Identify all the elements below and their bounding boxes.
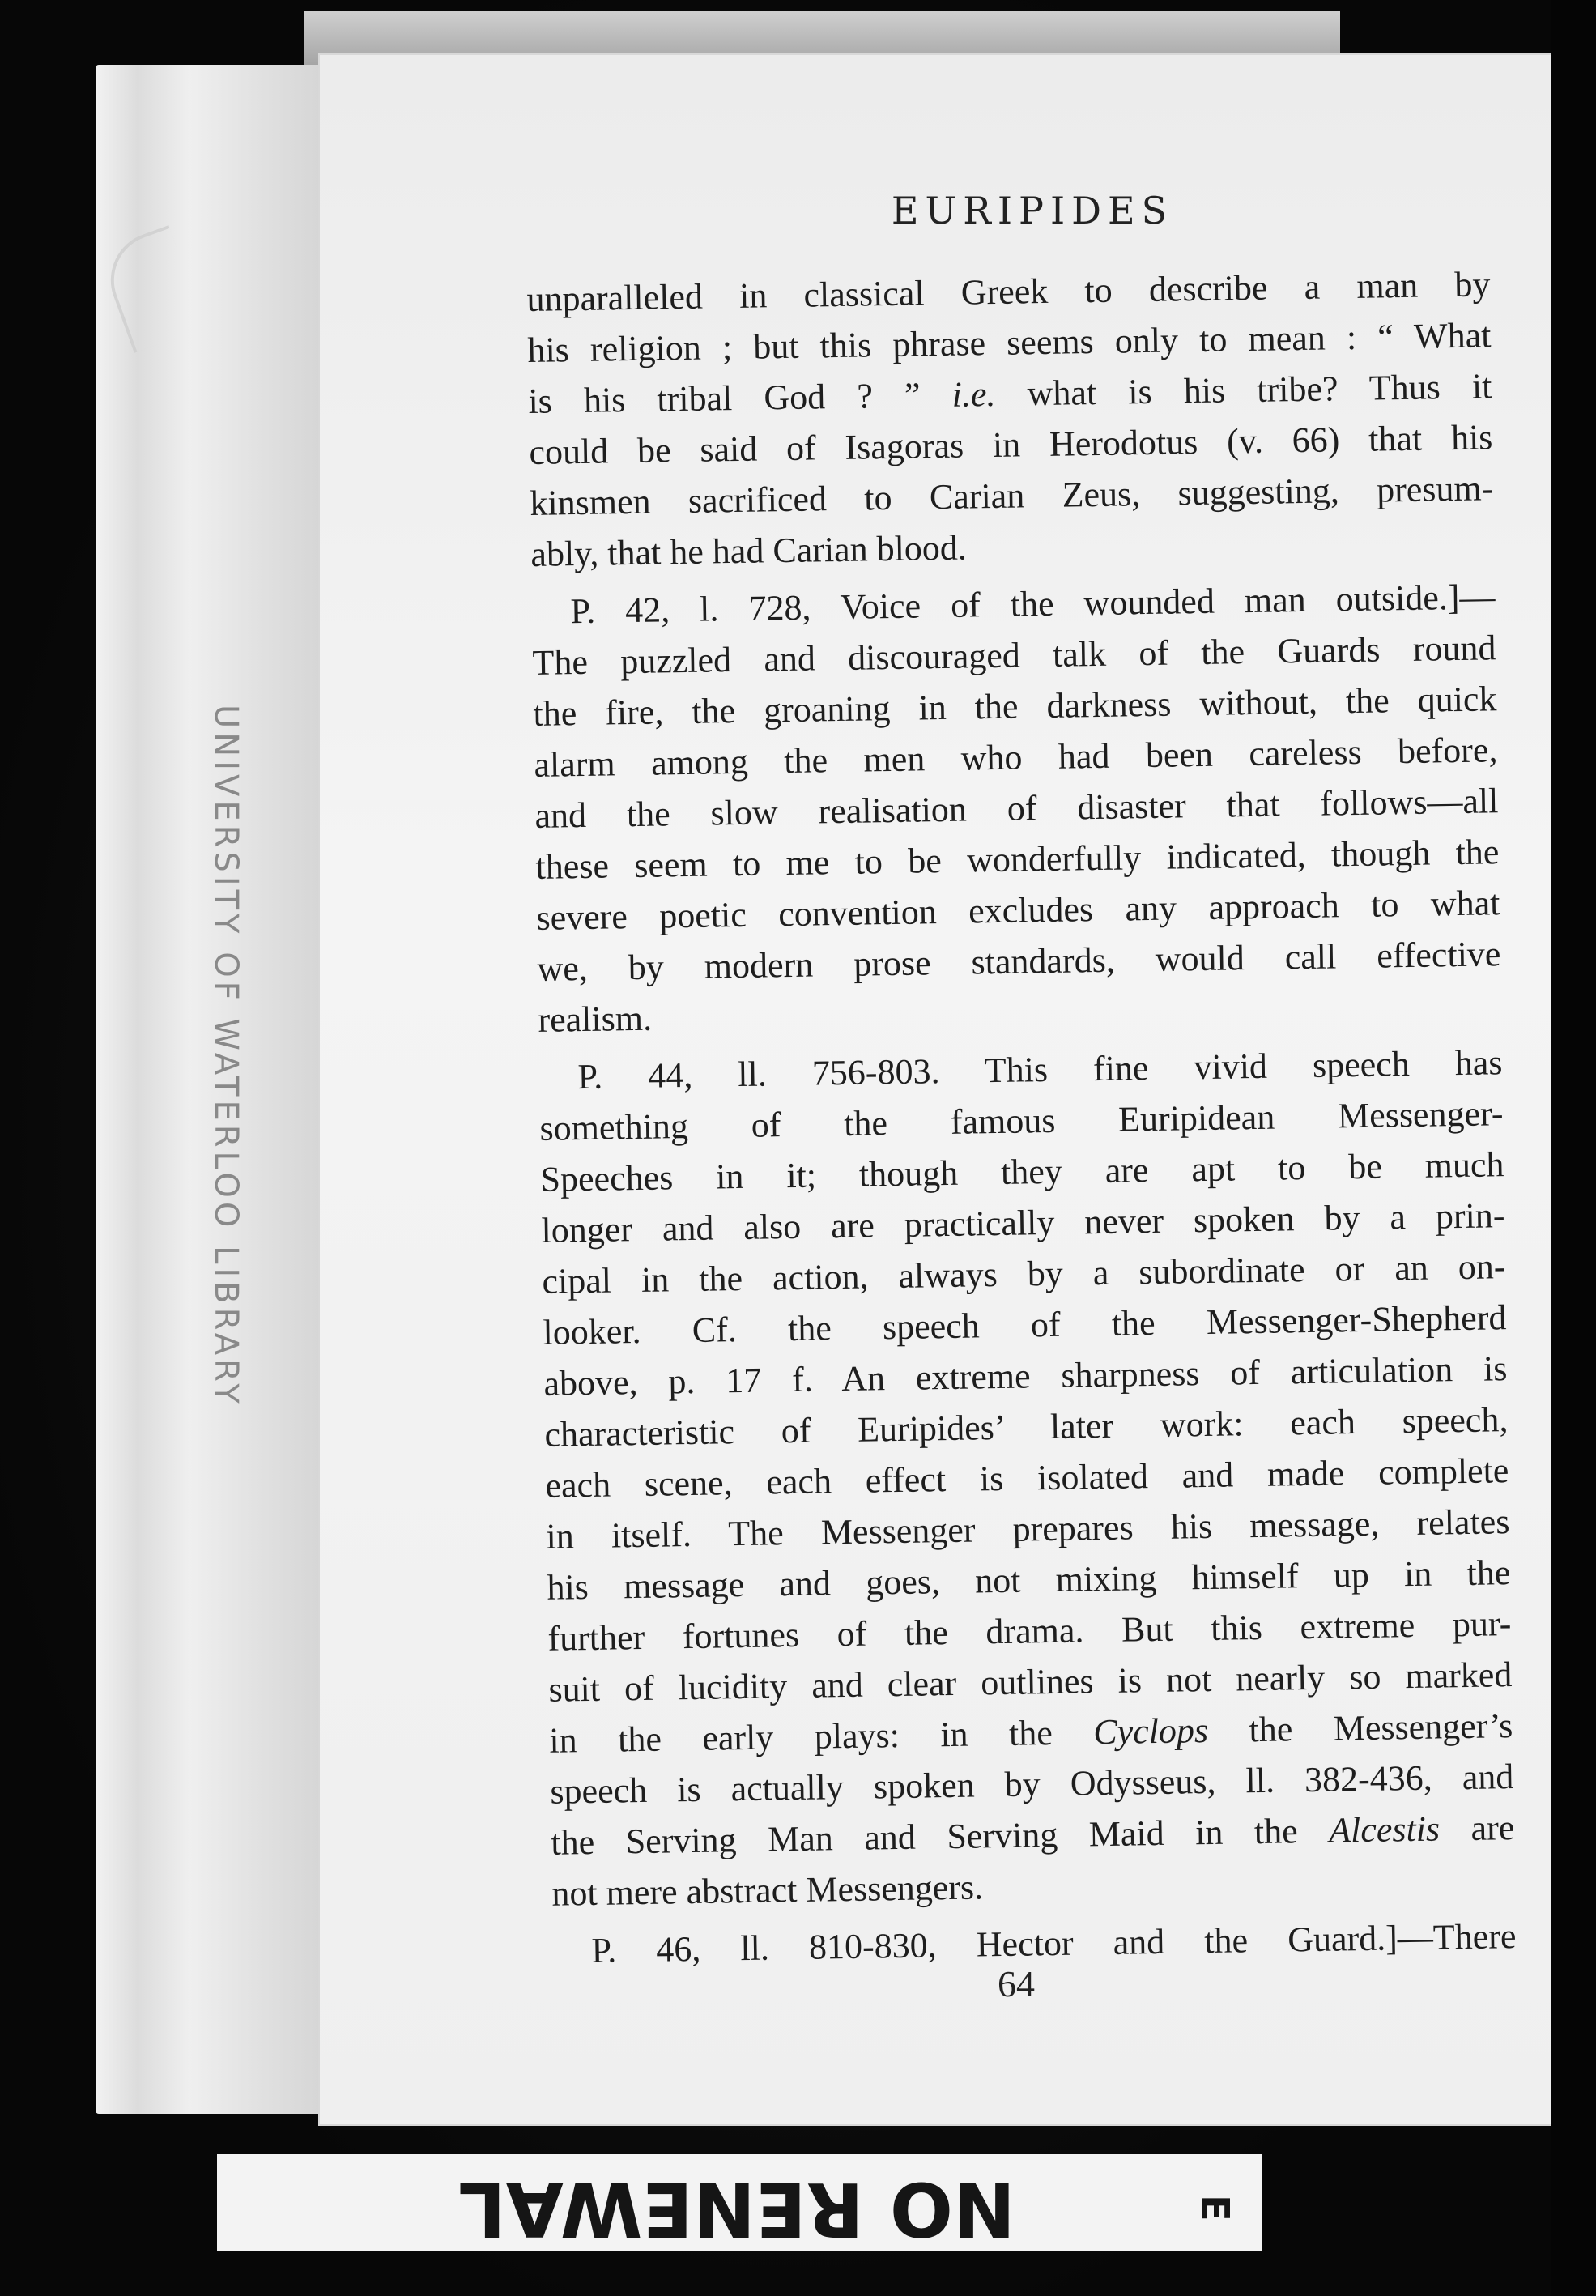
right-shadow-edge	[1551, 0, 1596, 2296]
text-line: the Serving Man and Serving Maid in the Alcestis are	[551, 1808, 1515, 1863]
running-head: EURIPIDES	[891, 189, 1174, 232]
text-line: realism.	[538, 998, 653, 1040]
italic-term: Alcestis	[1328, 1808, 1441, 1851]
book-page	[320, 55, 1551, 2124]
text-line: his message and goes, not mixing himself up in the	[547, 1553, 1511, 1608]
text-line: looker. Cf. the speech of the Messenger-Shepherd	[543, 1297, 1507, 1352]
text-line: and the slow realisation of disaster that follows—all	[534, 781, 1499, 836]
text-line: could be said of Isagoras in Herodotus (v. 66) that his	[529, 417, 1493, 472]
no-renewal-stamp: NO RENEWAL	[458, 2166, 1015, 2252]
text-line: in the early plays: in the Cyclops the Messenger’s	[549, 1706, 1513, 1761]
text-line: his religion ; but this phrase seems only to mean : “ What	[527, 315, 1492, 370]
paragraph	[531, 571, 1502, 1046]
paragraph	[538, 1037, 1516, 1919]
text-line: not mere abstract Messengers.	[551, 1867, 984, 1914]
page-body-text	[526, 258, 1517, 1983]
text-line: speech is actually spoken by Odysseus, ll. 382-436, and	[550, 1757, 1514, 1812]
text-line: P. 44, ll. 756-803. This fine vivid speech has	[577, 1042, 1503, 1097]
text-line: longer and also are practically never spoken by a prin-	[541, 1195, 1505, 1250]
text-line: severe poetic convention excludes any approach to what	[536, 883, 1500, 938]
text-line: Speeches in it; though they are apt to be much	[540, 1144, 1504, 1199]
text-line: The puzzled and discouraged talk of the Guards round	[532, 628, 1496, 683]
text-line: above, p. 17 f. An extreme sharpness of articulation is	[543, 1348, 1508, 1404]
text-line: characteristic of Euripides’ later work: each speech,	[544, 1399, 1509, 1455]
text-line: each scene, each effect is isolated and made complete	[545, 1450, 1509, 1506]
text-line: cipal in the action, always by a subordinate or an on-	[542, 1246, 1506, 1301]
italic-term: Cyclops	[1092, 1710, 1209, 1753]
text-line: we, by modern prose standards, would call effective	[537, 934, 1501, 989]
text-line: something of the famous Euripidean Messenger-	[539, 1093, 1504, 1148]
text-line: is his tribal God ? ” i.e. what is his tribe? Thus it	[528, 366, 1492, 421]
page-number: 64	[998, 1963, 1035, 2004]
text-line: in itself. The Messenger prepares his message, relates	[546, 1502, 1510, 1557]
text-line: P. 46, ll. 810-830, Hector and the Guard.]—There	[591, 1916, 1517, 1970]
text-line: the fire, the groaning in the darkness without, the quick	[533, 679, 1497, 734]
text-line: kinsmen sacrificed to Carian Zeus, suggesting, presum-	[530, 468, 1494, 523]
slip-letter: E	[1192, 2195, 1237, 2221]
text-line: these seem to me to be wonderfully indicated, though the	[535, 832, 1500, 887]
text-line: ably, that he had Carian blood.	[530, 527, 968, 574]
text-line: alarm among the men who had been careless before,	[534, 730, 1498, 785]
italic-term: i.e.	[951, 373, 996, 415]
text-line: P. 42, l. 728, Voice of the wounded man outside.]—	[570, 577, 1496, 632]
text-line: unparalleled in classical Greek to describe a man by	[526, 264, 1491, 319]
paragraph	[526, 258, 1495, 580]
text-line: suit of lucidity and clear outlines is not nearly so marked	[548, 1655, 1513, 1710]
text-line: further fortunes of the drama. But this extreme pur-	[547, 1604, 1512, 1659]
library-spine-stamp: UNIVERSITY OF WATERLOO LIBRARY	[207, 705, 245, 1408]
